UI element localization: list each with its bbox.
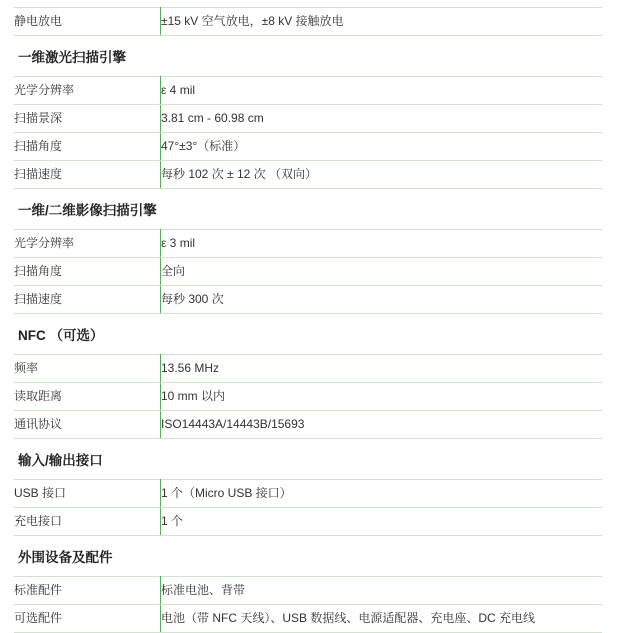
section-title-nfc: NFC （可选） [18,328,104,343]
table-row [14,105,602,133]
spec-key: 频率 [14,355,161,383]
table-row [14,480,602,508]
spec-key: 光学分辨率 [14,230,161,258]
table-row [14,577,602,605]
table-row [14,258,602,286]
table-row [14,230,602,258]
spec-value: 1 个 [161,508,603,536]
section-title-laser: 一维激光扫描引擎 [18,50,126,65]
spec-key: 光学分辨率 [14,77,161,105]
spec-table-io [14,479,602,536]
section-title-accessories: 外围设备及配件 [18,550,113,565]
spec-key: 扫描角度 [14,133,161,161]
spec-value: 13.56 MHz [161,355,603,383]
spec-table-imager [14,229,602,314]
spec-key: 扫描角度 [14,258,161,286]
spec-table-laser [14,76,602,189]
table-row [14,383,602,411]
table-row [14,133,602,161]
spec-value: 47°±3°（标准） [161,133,603,161]
spec-value: 每秒 102 次 ± 12 次 （双向） [161,161,603,189]
top-spacer [0,0,621,7]
spec-key: 静电放电 [14,8,161,36]
spec-value: 3.81 cm - 60.98 cm [161,105,603,133]
table-row [14,161,602,189]
table-row [14,8,602,36]
section-title-io: 输入/输出接口 [18,453,103,468]
table-row [14,605,602,633]
spec-value: 1 个（Micro USB 接口） [161,480,603,508]
table-row [14,286,602,314]
spec-value: ±15 kV 空气放电，±8 kV 接触放电 [161,8,603,36]
table-row [14,355,602,383]
spec-key: 标准配件 [14,577,161,605]
spec-value: ε 4 mil [161,77,603,105]
spec-value: 10 mm 以内 [161,383,603,411]
spec-key: 扫描速度 [14,161,161,189]
table-row [14,77,602,105]
spec-key: 可选配件 [14,605,161,633]
spec-table-nfc [14,354,602,439]
section-title-imager: 一维/二维影像扫描引擎 [18,203,157,218]
spec-key: 读取距离 [14,383,161,411]
table-row [14,411,602,439]
spec-key: 充电接口 [14,508,161,536]
spec-value: 电池（带 NFC 天线）、USB 数据线、电源适配器、充电座、DC 充电线 [161,605,603,633]
spec-value: 全向 [161,258,603,286]
spec-value: ε 3 mil [161,230,603,258]
spec-value: 标准电池、背带 [161,577,603,605]
spec-key: USB 接口 [14,480,161,508]
spec-table-accessories [14,576,602,633]
spec-key: 扫描速度 [14,286,161,314]
spec-table-esd [14,7,602,36]
spec-key: 通讯协议 [14,411,161,439]
spec-value: 每秒 300 次 [161,286,603,314]
spec-key: 扫描景深 [14,105,161,133]
spec-value: ISO14443A/14443B/15693 [161,411,603,439]
table-row [14,508,602,536]
